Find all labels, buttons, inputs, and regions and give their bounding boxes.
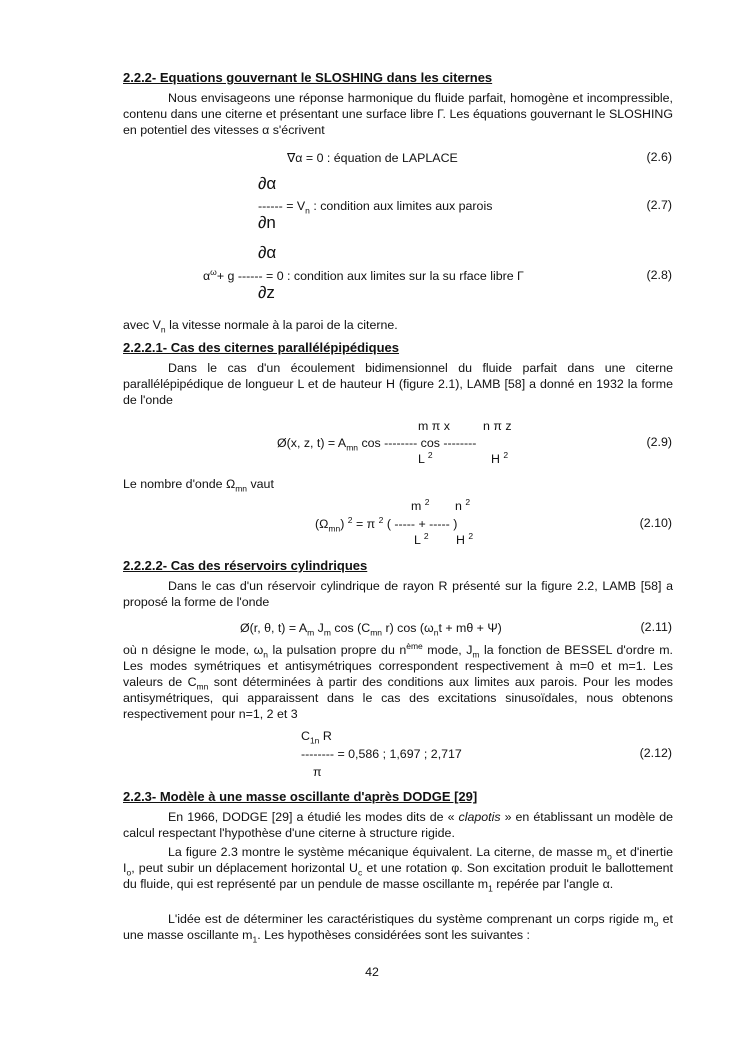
eq210-numerator-2: n $^2$ [455, 496, 471, 513]
paragraph-lamb-1932: Dans le cas d'un écoulement bidimensionnel du fluide parfait dans une citerne parallélépipédique de longueur L et de hauteur H (figure 2.1), LAMB [58] a donné en 1932 la forme de l'onde [123, 361, 673, 407]
equation-2-8: $\alpha^\omega+ g$ ------ = 0 : condition aux limites sur la su rface libre Γ [203, 266, 524, 283]
eq29-numerator-1: m π x [418, 419, 450, 433]
equation-2-7: ------ = $V_n$ : condition aux limites aux parois [258, 199, 493, 216]
paragraph-dodge: En 1966, DODGE [29] a étudié les modes dits de « clapotis » en établissant un modèle de calcul respectant l'hypothèse d'une citerne à structure rigide. [123, 810, 673, 840]
equation-number-2-12: (2.12) [639, 746, 672, 760]
heading-2-2-2-2: 2.2.2.2- Cas des réservoirs cylindriques [123, 558, 368, 573]
eq29-denominator-1: L $^2$ [418, 449, 433, 466]
heading-2-2-2-1: 2.2.2.1- Cas des citernes parallélépipédiques [123, 340, 400, 355]
paragraph-reservoir-cylindrique: Dans le cas d'un réservoir cylindrique de rayon R présenté sur la figure 2.2, LAMB [58] a proposé la forme de l'onde [123, 579, 673, 609]
paragraph-figure-2-3: La figure 2.3 montre le système mécanique équivalent. La citerne, de masse $m_o$ et d'inertie $I_o$, peut subir un déplacement horizontal $U_c$ et une rotation φ. Son excitation produit le ballottement du fluide, qui est représenté par un pendule de masse oscillante $m_1$ repérée par l'angle α. [123, 845, 673, 894]
heading-2-2-3: 2.2.3- Modèle à une masse oscillante d'après DODGE [29] [123, 789, 478, 804]
eq210-numerator-1: m $^2$ [411, 496, 430, 513]
paragraph-modes: où n désigne le mode, $\omega_n$ la pulsation propre du $n^{ème}$ mode, $J_m$ la fonction de BESSEL d'ordre m. Les modes symétriques et antisymétriques correspondent respectivement à m=0 et m=1. Les valeurs de $C_{mn}$ sont déterminées à partir des conditions aux limites aux parois. Pour les modes antisymétriques, qui apparaissent dans le cas des excitations sinusoïdales, nous obtenons respectivement pour n=1, 2 et 3 [123, 640, 673, 721]
partial-alpha: ∂α [258, 174, 277, 193]
equation-2-10: $(\Omega_{mn}) ^2 = \pi$ $^2$ ( ----- + ----- ) [315, 514, 458, 534]
equation-number-2-9: (2.9) [646, 435, 672, 449]
page-number: 42 [365, 965, 379, 979]
paragraph-avec: avec $V_n$ la vitesse normale à la paroi de la citerne. [123, 318, 398, 335]
equation-2-9: Ø(x, z, $t) = A_{mn}$ cos -------- cos -------- [277, 436, 477, 453]
equation-number-2-11: (2.11) [640, 620, 672, 634]
partial-alpha: ∂α [258, 243, 277, 262]
heading-2-2-2: 2.2.2- Equations gouvernant le SLOSHING dans les citernes [123, 70, 493, 85]
equation-number-2-7: (2.7) [646, 198, 672, 212]
equation-number-2-6: (2.6) [646, 150, 672, 164]
equation-2-6: ∇α = 0 : équation de LAPLACE [287, 151, 458, 165]
eq212-denominator: π [313, 765, 322, 779]
eq29-denominator-2: H $^2$ [491, 449, 509, 466]
eq210-denominator-2: H $^2$ [456, 530, 474, 547]
equation-2-11: Ø(r, θ, $t) = A_m$ $J_m$ $\cos (C_{mn}$ r) $\cos (\omega_nt + m\theta + \Psi)$ [240, 621, 502, 638]
partial-z: ∂z [258, 283, 275, 302]
equation-number-2-10: (2.10) [639, 516, 672, 530]
partial-n: ∂n [258, 213, 276, 232]
eq29-numerator-2: n π z [483, 419, 512, 433]
paragraph-idee: L'idée est de déterminer les caractéristiques du système comprenant un corps rigide $m_o$ et une masse oscillante $m_1$. Les hypothèses considérées sont les suivantes : [123, 912, 673, 945]
paragraph-le-nombre: Le nombre d'onde $\Omega_{mn}$ vaut [123, 477, 274, 494]
equation-number-2-8: (2.8) [646, 268, 672, 282]
eq210-denominator-1: L $^2$ [414, 530, 429, 547]
equation-2-12: -------- = 0,586 ; 1,697 ; 2,717 [301, 747, 462, 761]
eq212-numerator: $C_{1n}$ R [301, 729, 332, 746]
paragraph-intro: Nous envisageons une réponse harmonique du fluide parfait, homogène et incompressible, contenu dans une citerne et présentant une surface libre Γ. Les équations gouvernant le SLOSHING en potentiel des vitesses α s'écrivent [123, 91, 673, 137]
